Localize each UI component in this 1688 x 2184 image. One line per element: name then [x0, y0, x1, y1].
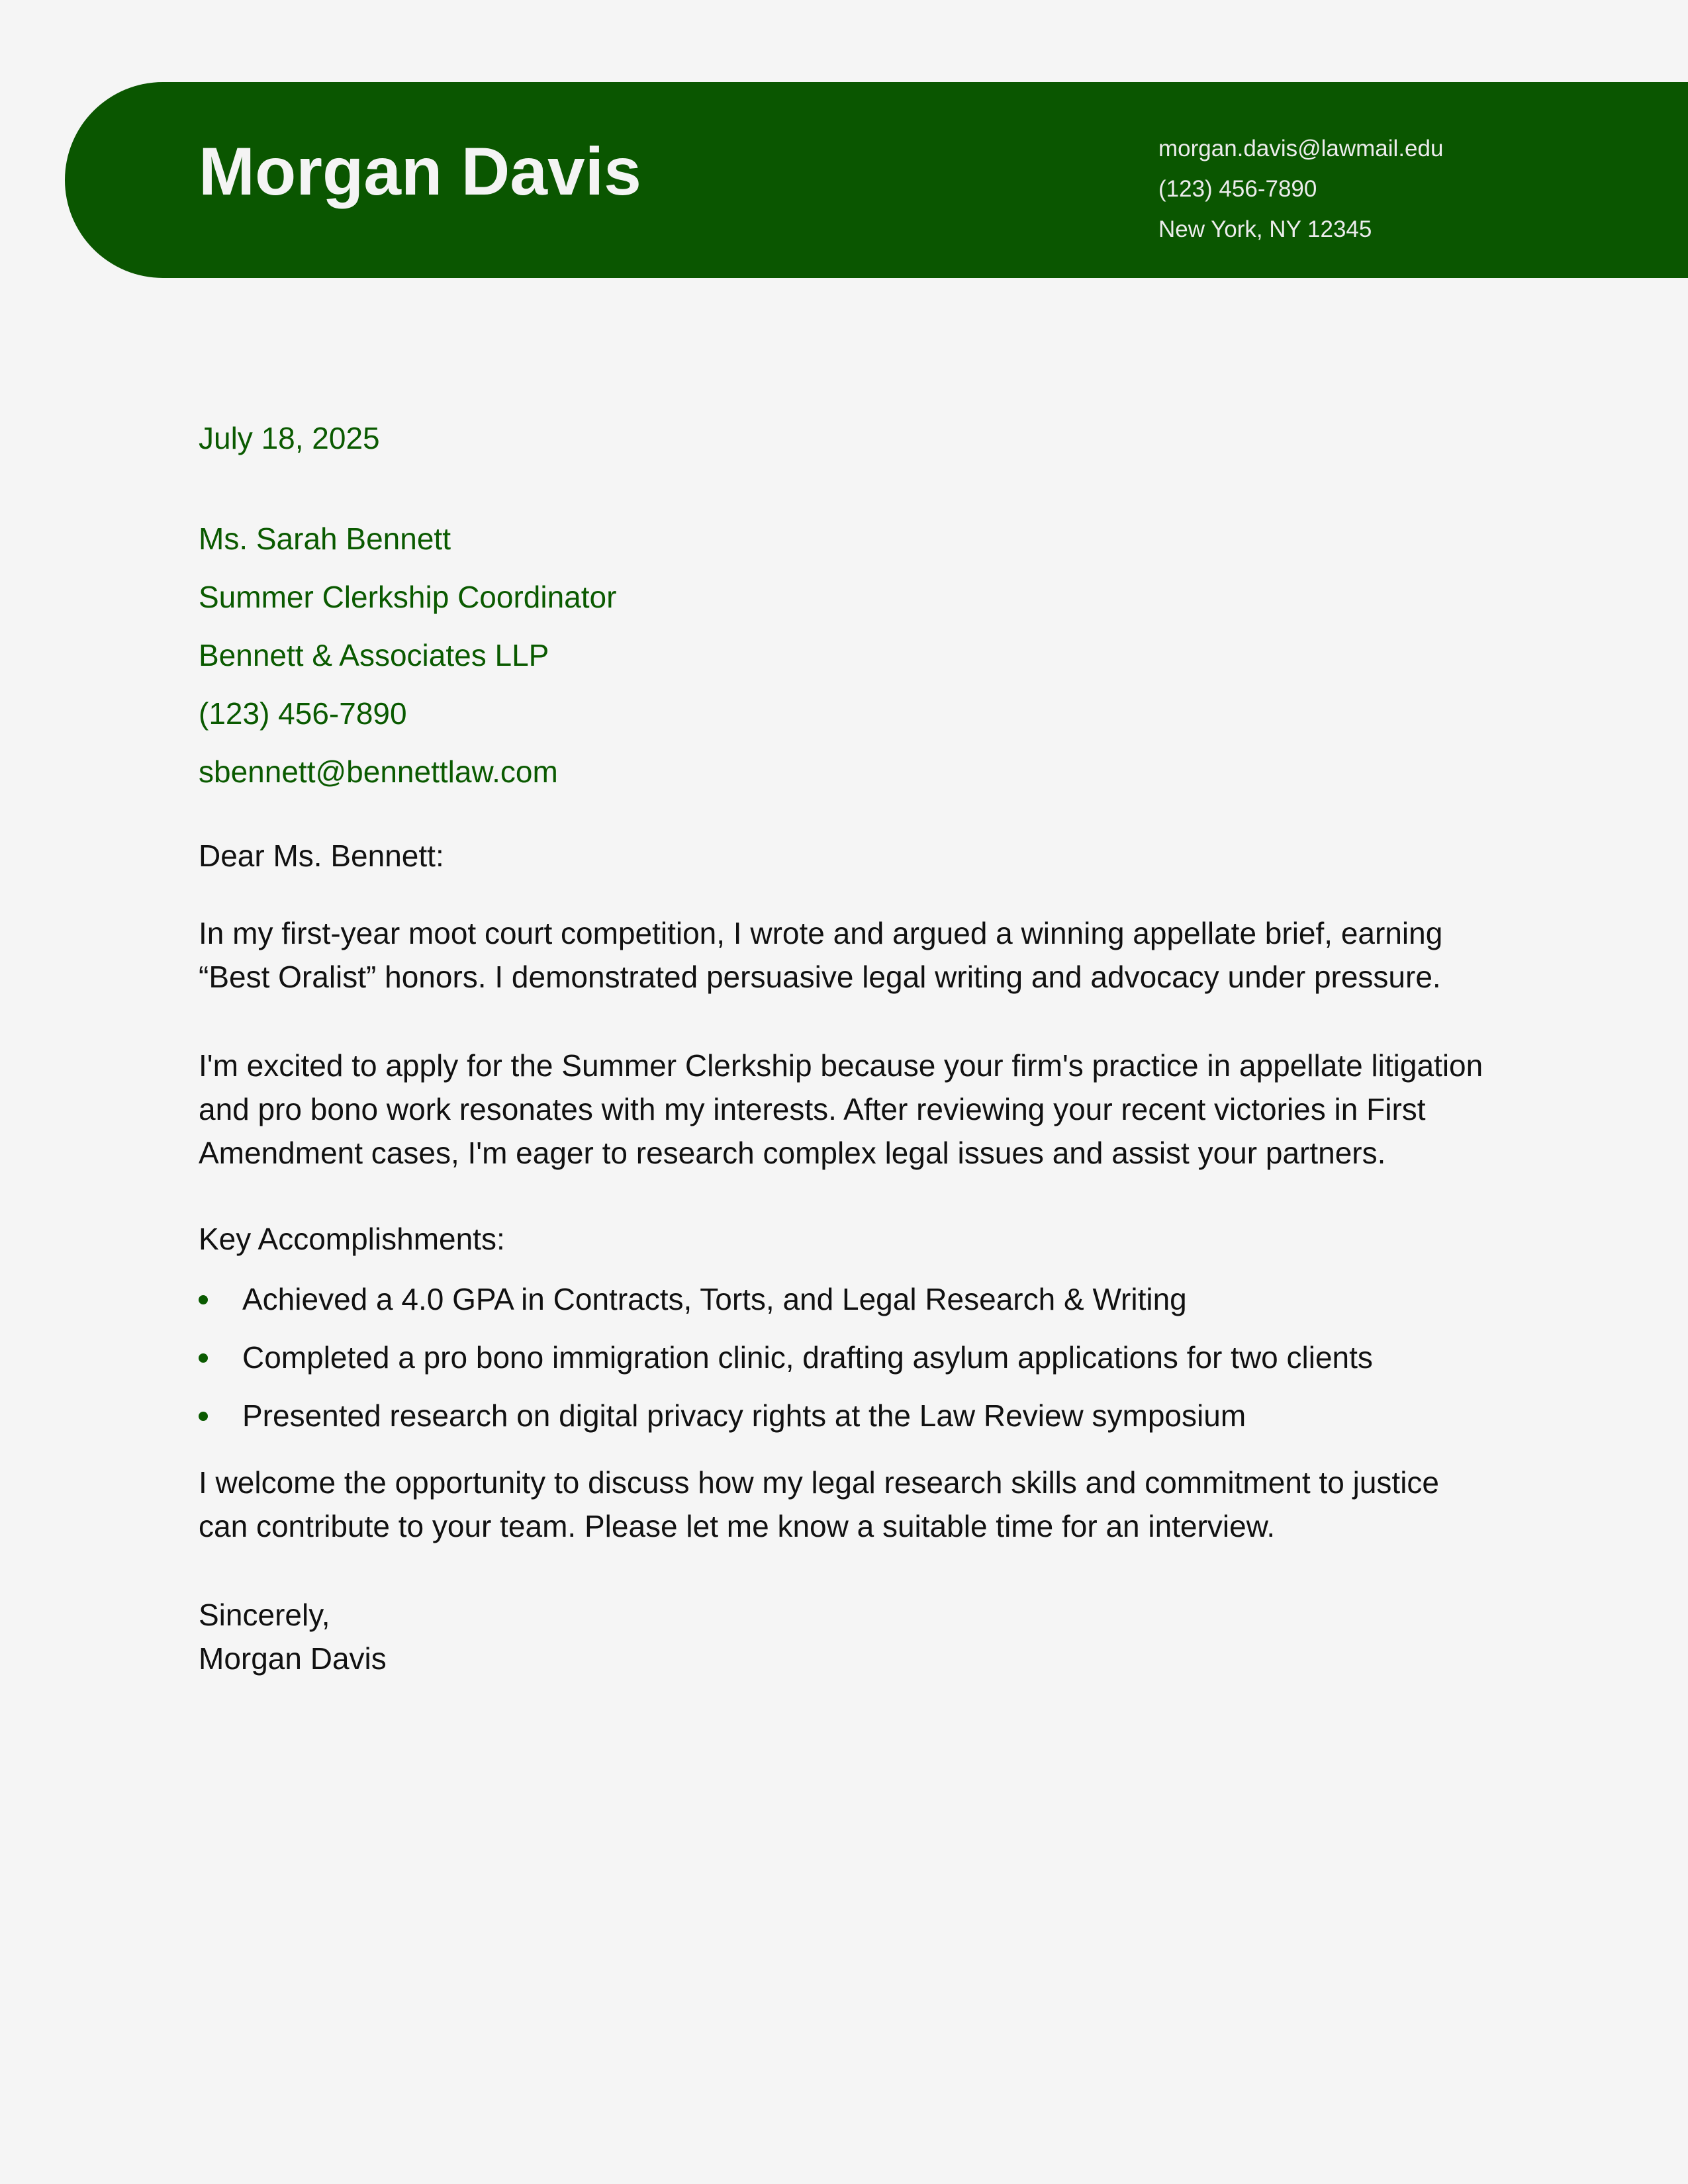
recipient-email: sbennett@bennettlaw.com	[199, 754, 558, 789]
recipient-block	[199, 510, 1496, 801]
accomplishment-text: Achieved a 4.0 GPA in Contracts, Torts, and Legal Research & Writing	[242, 1282, 1187, 1316]
accomplishment-text: Presented research on digital privacy rights at the Law Review symposium	[242, 1398, 1246, 1433]
recipient-name: Ms. Sarah Bennett	[199, 522, 451, 556]
accomplishment-text: Completed a pro bono immigration clinic, drafting asylum applications for two clients	[242, 1340, 1373, 1375]
header-band	[65, 82, 1688, 278]
signature-name: Morgan Davis	[199, 1641, 387, 1676]
letter-date: July 18, 2025	[199, 421, 380, 455]
recipient-title: Summer Clerkship Coordinator	[199, 580, 617, 614]
closing-phrase: Sincerely,	[199, 1598, 330, 1632]
salutation: Dear Ms. Bennett:	[199, 839, 444, 873]
accomplishment-item	[199, 1270, 1496, 1328]
body-paragraph: I'm excited to apply for the Summer Clerkship because your firm's practice in appellate litigation and pro bono work resonates with my interests. After reviewing your recent victories in First Amendment cases, I'm eager to research complex legal issues and assist your partners.	[199, 1048, 1483, 1170]
sender-phone: (123) 456-7890	[1158, 176, 1317, 202]
sender-email: morgan.davis@lawmail.edu	[1158, 136, 1444, 161]
recipient-phone: (123) 456-7890	[199, 696, 407, 731]
letter-body	[199, 408, 1496, 1680]
bullet-icon	[199, 1295, 208, 1304]
recipient-firm: Bennett & Associates LLP	[199, 638, 549, 672]
bullet-icon	[199, 1412, 208, 1421]
sender-contact-list	[1158, 128, 1443, 250]
sender-name: Morgan Davis	[199, 134, 641, 209]
bullet-icon	[199, 1353, 208, 1363]
body-paragraph: In my first-year moot court competition, I wrote and argued a winning appellate brief, earning “Best Oralist” honors. I demonstrated persuasive legal writing and advocacy under pressure.	[199, 916, 1443, 994]
accomplishments-heading: Key Accomplishments:	[199, 1222, 505, 1256]
accomplishments-list	[199, 1270, 1496, 1445]
accomplishment-item	[199, 1328, 1496, 1387]
closing-paragraph: I welcome the opportunity to discuss how my legal research skills and commitment to justice can contribute to your team. Please let me know a suitable time for an interview.	[199, 1465, 1440, 1543]
accomplishment-item	[199, 1387, 1496, 1445]
sender-location: New York, NY 12345	[1158, 216, 1372, 242]
